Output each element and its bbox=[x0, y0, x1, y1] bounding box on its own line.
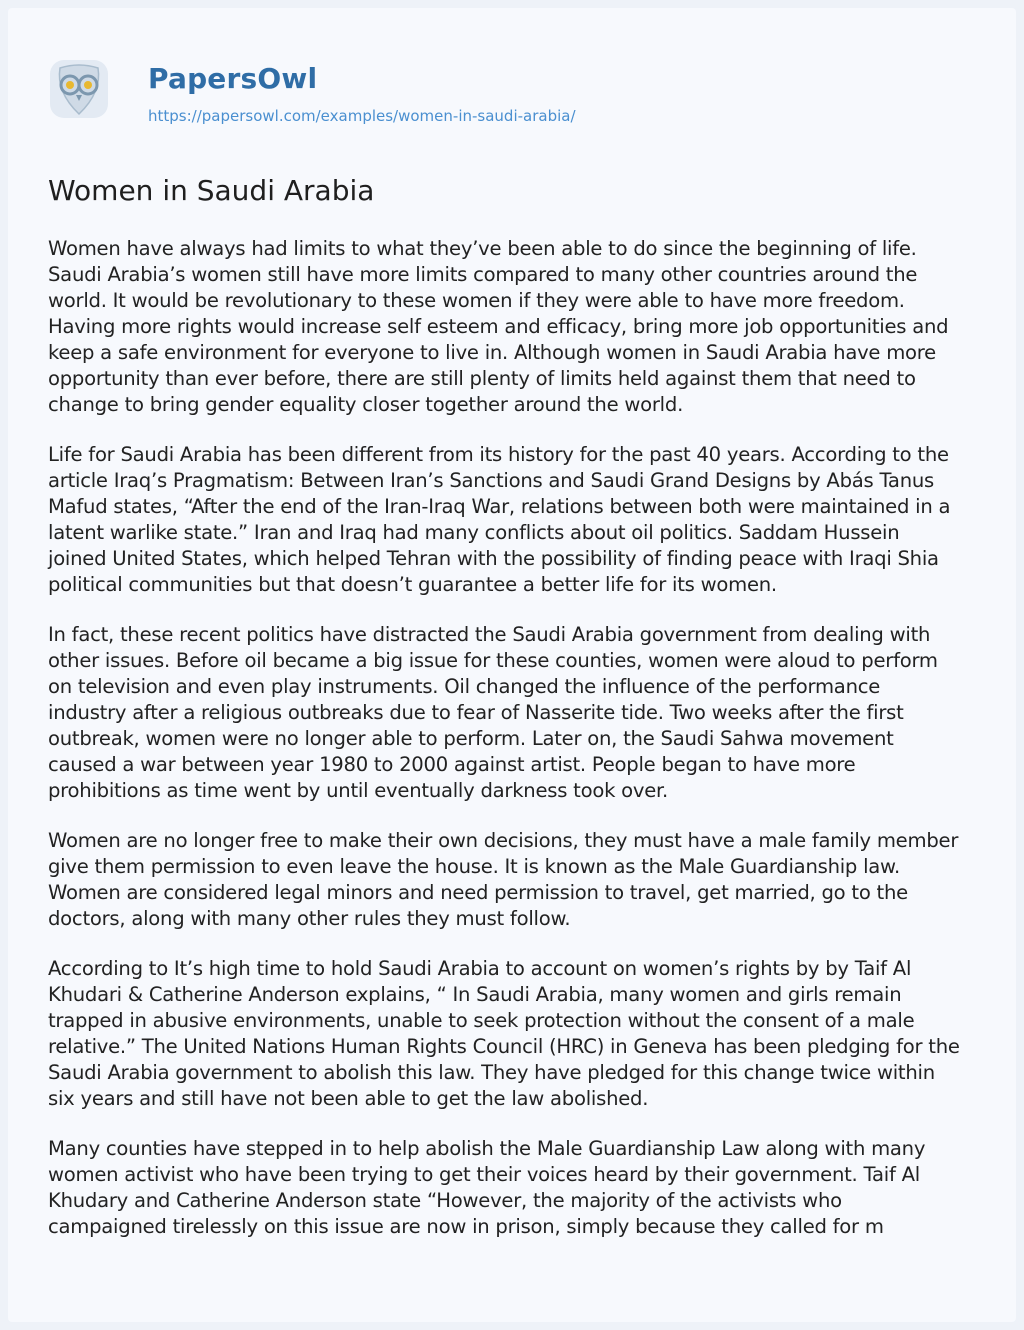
paragraph-line: give them permission to even leave the house. It is known as the Male Guardianship law. bbox=[48, 855, 900, 878]
paragraph-line: doctors, along with many other rules they must follow. bbox=[48, 907, 571, 930]
paragraph-line: prohibitions as time went by until eventually darkness took over. bbox=[48, 779, 669, 802]
paragraph-line: Khudary and Catherine Anderson state “However, the majority of the activists who bbox=[48, 1189, 842, 1212]
paragraph-line: Mafud states, “After the end of the Iran-Iraq War, relations between both were maintained in a bbox=[48, 495, 951, 518]
essay-body bbox=[48, 236, 983, 1264]
paragraph-line: Having more rights would increase self esteem and efficacy, bring more job opportunities and bbox=[48, 315, 949, 338]
paragraph-line: world. It would be revolutionary to these women if they were able to have more freedom. bbox=[48, 289, 905, 312]
paragraph-line: Many counties have stepped in to help abolish the Male Guardianship Law along with many bbox=[48, 1137, 926, 1160]
essay-paragraph bbox=[48, 956, 983, 1112]
paragraph-line: Women are considered legal minors and need permission to travel, get married, go to the bbox=[48, 881, 908, 904]
paragraph-line: keep a safe environment for everyone to live in. Although women in Saudi Arabia have more bbox=[48, 341, 936, 364]
paragraph-line: six years and still have not been able to get the law abolished. bbox=[48, 1087, 649, 1110]
essay-paragraph bbox=[48, 442, 983, 598]
paragraph-line: women activist who have been trying to get their voices heard by their government. Taif Al bbox=[48, 1163, 920, 1186]
paragraph-line: opportunity than ever before, there are still plenty of limits held against them that need to bbox=[48, 367, 916, 390]
paragraph-line: Khudari & Catherine Anderson explains, “ In Saudi Arabia, many women and girls remain bbox=[48, 983, 902, 1006]
essay-paragraph bbox=[48, 828, 983, 932]
paragraph-line: trapped in abusive environments, unable to seek protection without the consent of a male bbox=[48, 1009, 915, 1032]
essay-paragraph bbox=[48, 1136, 983, 1240]
page-url[interactable]: https://papersowl.com/examples/women-in-saudi-arabia/ bbox=[148, 107, 576, 125]
paragraph-line: change to bring gender equality closer together around the world. bbox=[48, 393, 684, 416]
paragraph-line: Saudi Arabia government to abolish this law. They have pledged for this change twice within bbox=[48, 1061, 935, 1084]
paragraph-line: on television and even play instruments. Oil changed the influence of the performance bbox=[48, 675, 881, 698]
essay-paragraph bbox=[48, 236, 983, 418]
paragraph-line: caused a war between year 1980 to 2000 against artist. People began to have more bbox=[48, 753, 856, 776]
paragraph-line: Women have always had limits to what they’ve been able to do since the beginning of life. bbox=[48, 237, 917, 260]
paragraph-line: political communities but that doesn’t guarantee a better life for its women. bbox=[48, 573, 777, 596]
paragraph-line: Saudi Arabia’s women still have more limits compared to many other countries around the bbox=[48, 263, 918, 286]
paragraph-line: article Iraq’s Pragmatism: Between Iran’s Sanctions and Saudi Grand Designs by Abás Tanus bbox=[48, 469, 934, 492]
paragraph-line: campaigned tirelessly on this issue are now in prison, simply because they called for m bbox=[48, 1215, 884, 1238]
site-name[interactable]: PapersOwl bbox=[148, 62, 318, 95]
paragraph-line: Life for Saudi Arabia has been different from its history for the past 40 years. According to the bbox=[48, 443, 949, 466]
essay-page bbox=[8, 8, 1016, 1322]
paragraph-line: outbreak, women were no longer able to perform. Later on, the Saudi Sahwa movement bbox=[48, 727, 894, 750]
paragraph-line: relative.” The United Nations Human Rights Council (HRC) in Geneva has been pledging for the bbox=[48, 1035, 960, 1058]
paragraph-line: joined United States, which helped Tehran with the possibility of finding peace with Iraqi Shia bbox=[48, 547, 939, 570]
paragraph-line: industry after a religious outbreaks due to fear of Nasserite tide. Two weeks after the first bbox=[48, 701, 904, 724]
essay-paragraph bbox=[48, 622, 983, 804]
paragraph-line: other issues. Before oil became a big issue for these counties, women were aloud to perform bbox=[48, 649, 938, 672]
paragraph-line: latent warlike state.” Iran and Iraq had many conflicts about oil politics. Saddam Hussein bbox=[48, 521, 900, 544]
paragraph-line: According to It’s high time to hold Saudi Arabia to account on women’s rights by by Taif Al bbox=[48, 957, 912, 980]
essay-title: Women in Saudi Arabia bbox=[48, 174, 375, 207]
paragraph-line: In fact, these recent politics have distracted the Saudi Arabia government from dealing with bbox=[48, 623, 931, 646]
paragraph-line: Women are no longer free to make their own decisions, they must have a male family member bbox=[48, 829, 959, 852]
owl-logo-icon bbox=[48, 58, 110, 120]
